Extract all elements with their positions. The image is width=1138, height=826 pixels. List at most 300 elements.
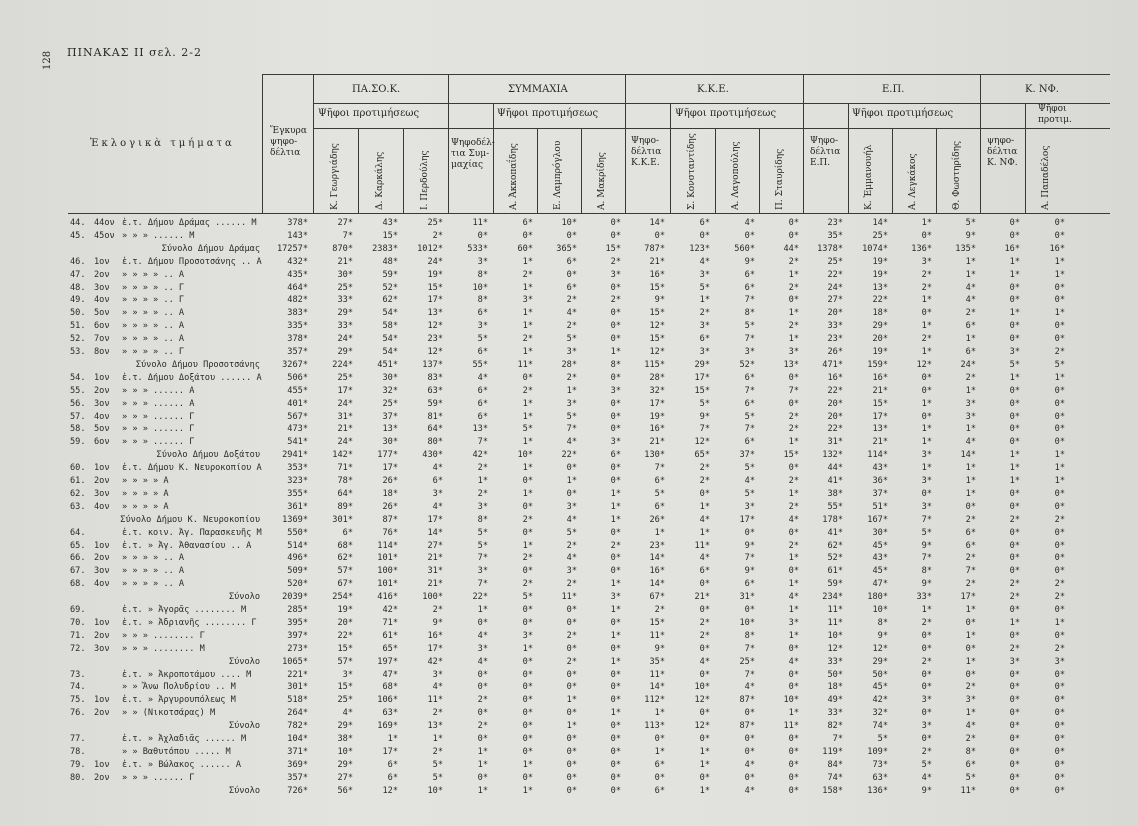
table-row: [0, 347, 1138, 359]
row-value: 3*: [921, 476, 932, 486]
row-value: 1*: [965, 269, 976, 280]
row-district: » » » » .. Α: [122, 553, 185, 564]
row-value: 2*: [965, 308, 976, 319]
row-value: 6*: [965, 527, 976, 538]
row-value: 0*: [699, 643, 710, 654]
row-value: 0*: [921, 708, 932, 719]
row-value: 84*: [827, 759, 843, 770]
table-row: [0, 695, 1138, 707]
row-total-label: Σύνολο Δήμου Προσοτσάνης: [135, 359, 260, 370]
row-value: 1*: [1054, 256, 1065, 267]
row-value: 301*: [332, 514, 353, 525]
row-value: 30*: [872, 527, 888, 538]
row-value: 0*: [566, 772, 577, 783]
row-value: 0*: [566, 488, 577, 499]
row-value: 5*: [965, 772, 976, 783]
row-value: 27*: [427, 540, 443, 551]
row-value: 7*: [965, 566, 976, 577]
row-value: 59*: [827, 579, 843, 590]
table-row: [0, 476, 1138, 488]
row-value: 1*: [699, 746, 710, 757]
row-number: 56.: [70, 398, 86, 409]
row-value: 13*: [427, 721, 443, 732]
row-value: 15*: [382, 230, 398, 241]
pref-kke: Ψῆφοι προτιμήσεως: [675, 108, 777, 119]
row-value: 0*: [699, 230, 710, 241]
row-value: 1*: [788, 605, 799, 615]
row-value: 22*: [561, 450, 577, 461]
row-district: » » » » .. Γ: [122, 282, 185, 293]
row-value: 42*: [427, 656, 443, 667]
row-value: 8*: [744, 630, 755, 641]
row-total-label: Σύνολο Δήμου Δράμας: [161, 243, 260, 254]
row-value: 57*: [337, 566, 353, 577]
row-value: 416*: [377, 592, 398, 603]
row-value: 8*: [744, 308, 755, 319]
row-value: 0*: [610, 424, 621, 435]
row-value: 6*: [699, 218, 710, 228]
row-value: 100*: [422, 592, 443, 603]
row-value: 3*: [477, 643, 488, 654]
row-value: 43*: [872, 553, 888, 564]
row-value: 0*: [522, 695, 533, 706]
row-value: 533*: [467, 243, 488, 254]
row-value: 0*: [522, 721, 533, 732]
row-value: 5*: [699, 282, 710, 293]
row-value: 17*: [739, 514, 755, 525]
row-value: 6*: [432, 476, 443, 486]
row-value: 65*: [694, 450, 710, 461]
candidate-sym-3: Α. Μακρίδης: [597, 152, 607, 210]
row-value: 782*: [287, 721, 308, 732]
row-value: 22*: [472, 592, 488, 603]
row-number: 72.: [70, 643, 86, 654]
row-value: 2*: [788, 282, 799, 293]
row-value: 9*: [921, 540, 932, 551]
row-value: 1*: [965, 385, 976, 396]
row-value: 2*: [477, 463, 488, 474]
row-value: 6*: [477, 385, 488, 396]
row-district: ἐ.τ. » Βώλακος ...... Α: [122, 759, 241, 770]
row-value: 21*: [649, 256, 665, 267]
row-value: 0*: [1009, 566, 1020, 577]
row-value: 1*: [522, 785, 533, 796]
row-value: 24*: [960, 359, 976, 370]
row-value: 0*: [788, 218, 799, 228]
row-value: 1*: [477, 759, 488, 770]
row-value: 0*: [699, 605, 710, 615]
row-value: 0*: [1009, 721, 1020, 732]
row-value: 1*: [1009, 372, 1020, 383]
row-value: 64*: [427, 424, 443, 435]
row-value: 136*: [867, 785, 888, 796]
row-value: 0*: [522, 230, 533, 241]
row-value: 29*: [337, 721, 353, 732]
pref-knf: Ψῆφοι προτιμ.: [1038, 104, 1072, 125]
row-value: 234*: [822, 592, 843, 603]
row-value: 33*: [337, 295, 353, 306]
row-value: 11*: [649, 630, 665, 641]
row-value: 54*: [382, 308, 398, 319]
row-value: 0*: [1009, 282, 1020, 293]
row-number: 53.: [70, 347, 86, 357]
row-value: 3*: [965, 695, 976, 706]
sub-sep: [892, 128, 893, 213]
row-value: 7*: [566, 424, 577, 435]
row-value: 2*: [522, 514, 533, 525]
row-value: 2*: [610, 256, 621, 267]
row-value: 3*: [432, 669, 443, 680]
row-value: 2*: [788, 540, 799, 551]
row-value: 17257*: [276, 243, 308, 254]
row-value: 0*: [1009, 734, 1020, 744]
row-value: 1*: [387, 734, 398, 744]
row-value: 7*: [744, 553, 755, 564]
row-value: 52*: [382, 282, 398, 293]
table-row: [0, 283, 1138, 295]
row-value: 11*: [827, 617, 843, 628]
row-district: ἐ.τ. » Ἀργυρουπόλεως Μ: [122, 695, 236, 706]
row-value: 47*: [382, 669, 398, 680]
table-row: [0, 631, 1138, 643]
candidate-ep-1: Κ. Ἐμμανουήλ: [864, 144, 874, 210]
row-section: 3ον: [94, 643, 110, 654]
row-value: 21*: [427, 553, 443, 564]
row-value: 0*: [788, 772, 799, 783]
row-value: 17*: [960, 592, 976, 603]
row-number: 75.: [70, 695, 86, 706]
row-value: 1*: [965, 334, 976, 345]
row-value: 21*: [427, 579, 443, 590]
row-value: 0*: [1054, 553, 1065, 564]
row-value: 4*: [788, 656, 799, 667]
row-value: 26*: [649, 514, 665, 525]
row-value: 6*: [566, 256, 577, 267]
row-value: 3*: [1009, 656, 1020, 667]
row-value: 119*: [822, 746, 843, 757]
table-row: [0, 231, 1138, 243]
row-number: 49.: [70, 295, 86, 306]
row-value: 1369*: [282, 514, 308, 525]
row-value: 7*: [744, 424, 755, 435]
row-value: 2*: [566, 579, 577, 590]
row-value: 1*: [522, 308, 533, 319]
row-value: 27*: [337, 772, 353, 783]
row-value: 137*: [422, 359, 443, 370]
row-value: 30*: [337, 269, 353, 280]
row-value: 1*: [610, 708, 621, 719]
row-value: 2*: [1054, 579, 1065, 590]
row-value: 2*: [788, 256, 799, 267]
row-value: 0*: [699, 669, 710, 680]
row-value: 1*: [1009, 463, 1020, 474]
row-value: 7*: [788, 385, 799, 396]
row-value: 0*: [788, 398, 799, 409]
row-value: 54*: [382, 334, 398, 345]
candidate-kke-1: Σ. Κονσταντίδης: [687, 133, 697, 210]
row-value: 395*: [287, 617, 308, 628]
row-number: 63.: [70, 501, 86, 512]
row-value: 11*: [517, 359, 533, 370]
row-value: 4*: [477, 656, 488, 667]
row-value: 167*: [867, 514, 888, 525]
row-value: 33*: [916, 592, 932, 603]
table-row: [0, 657, 1138, 669]
row-value: 0*: [921, 385, 932, 396]
row-value: 12*: [427, 347, 443, 357]
row-number: 64.: [70, 527, 86, 538]
row-value: 0*: [610, 695, 621, 706]
row-value: 0*: [522, 746, 533, 757]
row-number: 47.: [70, 269, 86, 280]
row-district: » » » » .. Α: [122, 308, 185, 319]
row-value: 0*: [921, 488, 932, 499]
row-value: 6*: [744, 398, 755, 409]
row-value: 33*: [827, 656, 843, 667]
row-value: 6*: [387, 759, 398, 770]
row-value: 0*: [744, 527, 755, 538]
row-value: 87*: [739, 695, 755, 706]
row-number: 69.: [70, 605, 86, 615]
row-value: 41*: [827, 476, 843, 486]
row-value: 143*: [287, 230, 308, 241]
table-row: [0, 424, 1138, 436]
party-rule: [313, 103, 1110, 104]
row-value: 1*: [1009, 269, 1020, 280]
ep-ballots-header: Ψηφο- δέλτια Ε.Π.: [810, 136, 841, 168]
row-value: 14*: [649, 218, 665, 228]
party-ep: Ε.Π.: [882, 84, 905, 95]
row-value: 0*: [522, 372, 533, 383]
row-value: 158*: [822, 785, 843, 796]
row-value: 71*: [337, 463, 353, 474]
row-district: » » » » Α: [122, 488, 169, 499]
row-value: 6*: [744, 579, 755, 590]
row-number: 48.: [70, 282, 86, 293]
row-total-label: Σύνολο: [228, 785, 260, 796]
row-value: 0*: [699, 579, 710, 590]
row-value: 25*: [827, 256, 843, 267]
row-value: 0*: [610, 734, 621, 744]
row-number: 71.: [70, 630, 86, 641]
row-value: 11*: [427, 695, 443, 706]
party-symmaxia: ΣΥΜΜΑΧΙΑ: [508, 84, 568, 95]
row-value: 0*: [1054, 682, 1065, 693]
row-value: 0*: [965, 501, 976, 512]
row-value: 0*: [522, 669, 533, 680]
table-row: [0, 721, 1138, 733]
row-value: 471*: [822, 359, 843, 370]
row-value: 1*: [610, 630, 621, 641]
row-value: 14*: [960, 450, 976, 461]
row-value: 19*: [649, 411, 665, 422]
row-value: 0*: [566, 785, 577, 796]
row-total-label: Σύνολο Δήμου Κ. Νευροκοπίου: [120, 514, 260, 525]
row-value: 29*: [337, 347, 353, 357]
row-value: 0*: [1009, 553, 1020, 564]
row-value: 12*: [694, 437, 710, 448]
row-value: 0*: [610, 527, 621, 538]
row-value: 12*: [916, 359, 932, 370]
row-value: 1*: [522, 321, 533, 332]
row-value: 4*: [699, 553, 710, 564]
row-value: 0*: [744, 605, 755, 615]
row-value: 0*: [699, 708, 710, 719]
row-district: » » Ἄνω Πολυδρίου .. Μ: [122, 682, 236, 693]
col-sep: [262, 74, 263, 213]
row-value: 4*: [477, 630, 488, 641]
row-value: 1*: [788, 308, 799, 319]
row-value: 6*: [477, 347, 488, 357]
table-row: [0, 786, 1138, 798]
row-value: 0*: [1054, 230, 1065, 241]
row-section: 1ον: [94, 463, 110, 474]
row-value: 455*: [287, 385, 308, 396]
row-value: 2*: [788, 424, 799, 435]
row-value: 0*: [921, 308, 932, 319]
row-number: 65.: [70, 540, 86, 551]
row-value: 27*: [337, 218, 353, 228]
row-value: 473*: [287, 424, 308, 435]
row-section: 5ον: [94, 308, 110, 319]
row-value: 6*: [566, 282, 577, 293]
row-value: 4*: [965, 282, 976, 293]
row-value: 6*: [744, 282, 755, 293]
row-value: 112*: [644, 695, 665, 706]
row-value: 1*: [921, 605, 932, 615]
row-value: 3*: [699, 269, 710, 280]
row-value: 3*: [477, 256, 488, 267]
row-value: 3*: [1054, 656, 1065, 667]
row-value: 0*: [522, 566, 533, 577]
row-value: 1*: [788, 630, 799, 641]
row-value: 21*: [694, 592, 710, 603]
table-header-rule: [68, 213, 1110, 214]
row-value: 0*: [921, 411, 932, 422]
row-value: 4*: [432, 463, 443, 474]
table-row: [0, 708, 1138, 720]
row-value: 2*: [566, 321, 577, 332]
row-value: 4*: [744, 476, 755, 486]
row-value: 1*: [921, 424, 932, 435]
row-value: 16*: [427, 630, 443, 641]
row-value: 1*: [566, 721, 577, 732]
row-value: 63*: [872, 772, 888, 783]
row-value: 10*: [561, 218, 577, 228]
row-value: 3*: [788, 347, 799, 357]
row-value: 0*: [1009, 759, 1020, 770]
row-value: 365*: [556, 243, 577, 254]
row-value: 16*: [872, 372, 888, 383]
row-district: » » » ...... Γ: [122, 424, 195, 435]
row-value: 15*: [649, 308, 665, 319]
row-section: 2ον: [94, 553, 110, 564]
row-value: 12*: [649, 347, 665, 357]
row-value: 369*: [287, 759, 308, 770]
row-value: 14*: [649, 579, 665, 590]
row-value: 0*: [1054, 398, 1065, 409]
row-value: 6*: [744, 372, 755, 383]
row-value: 45*: [872, 682, 888, 693]
table-row: [0, 579, 1138, 591]
row-value: 24*: [337, 334, 353, 345]
row-value: 42*: [382, 605, 398, 615]
row-value: 159*: [867, 359, 888, 370]
row-value: 0*: [788, 372, 799, 383]
table-row: [0, 670, 1138, 682]
row-value: 12*: [827, 643, 843, 654]
row-value: 7*: [342, 230, 353, 241]
row-district: » » » » .. Α: [122, 566, 185, 577]
table-row: [0, 295, 1138, 307]
row-value: 68*: [337, 540, 353, 551]
row-value: 0*: [1009, 385, 1020, 396]
row-value: 0*: [788, 734, 799, 744]
row-value: 180*: [867, 592, 888, 603]
row-value: 4*: [699, 514, 710, 525]
row-value: 17*: [382, 463, 398, 474]
row-value: 2*: [788, 321, 799, 332]
row-value: 18*: [382, 488, 398, 499]
row-value: 4*: [744, 682, 755, 693]
row-value: 0*: [566, 463, 577, 474]
party-kke: Κ.Κ.Ε.: [697, 84, 729, 95]
row-value: 11*: [561, 592, 577, 603]
row-value: 178*: [822, 514, 843, 525]
row-value: 1*: [566, 695, 577, 706]
row-value: 76*: [382, 527, 398, 538]
row-number: 68.: [70, 579, 86, 590]
row-value: 0*: [1054, 669, 1065, 680]
row-value: 5*: [921, 759, 932, 770]
row-value: 1*: [965, 476, 976, 486]
row-value: 1*: [654, 708, 665, 719]
row-district: ἐ.τ. κοιν. Ἀγ. Παρασκευῆς Μ: [122, 527, 262, 538]
row-value: 17*: [427, 643, 443, 654]
row-value: 8*: [921, 566, 932, 577]
table-row: [0, 270, 1138, 282]
row-value: 14*: [427, 527, 443, 538]
row-value: 0*: [566, 708, 577, 719]
table-row: [0, 399, 1138, 411]
row-district: ἐ.τ. » Ἀγ. Ἀθανασίου .. Α: [122, 540, 252, 551]
row-value: 25*: [382, 398, 398, 409]
row-value: 0*: [1009, 630, 1020, 641]
row-value: 17*: [872, 411, 888, 422]
row-value: 20*: [827, 308, 843, 319]
row-value: 371*: [287, 746, 308, 757]
row-value: 3*: [1009, 347, 1020, 357]
row-value: 5*: [477, 334, 488, 345]
row-value: 135*: [955, 243, 976, 254]
sub-sep: [759, 128, 760, 213]
row-number: 77.: [70, 734, 86, 744]
row-section: 3ον: [94, 398, 110, 409]
row-value: 4*: [477, 372, 488, 383]
row-value: 0*: [1054, 540, 1065, 551]
row-value: 28*: [649, 372, 665, 383]
row-value: 0*: [1009, 321, 1020, 332]
row-value: 1*: [477, 746, 488, 757]
row-district: » » » ...... Γ: [122, 772, 195, 783]
row-value: 1*: [1054, 372, 1065, 383]
row-value: 4*: [699, 656, 710, 667]
row-value: 115*: [644, 359, 665, 370]
row-value: 2*: [522, 269, 533, 280]
row-value: 264*: [287, 708, 308, 719]
row-value: 21*: [337, 424, 353, 435]
row-value: 114*: [377, 540, 398, 551]
